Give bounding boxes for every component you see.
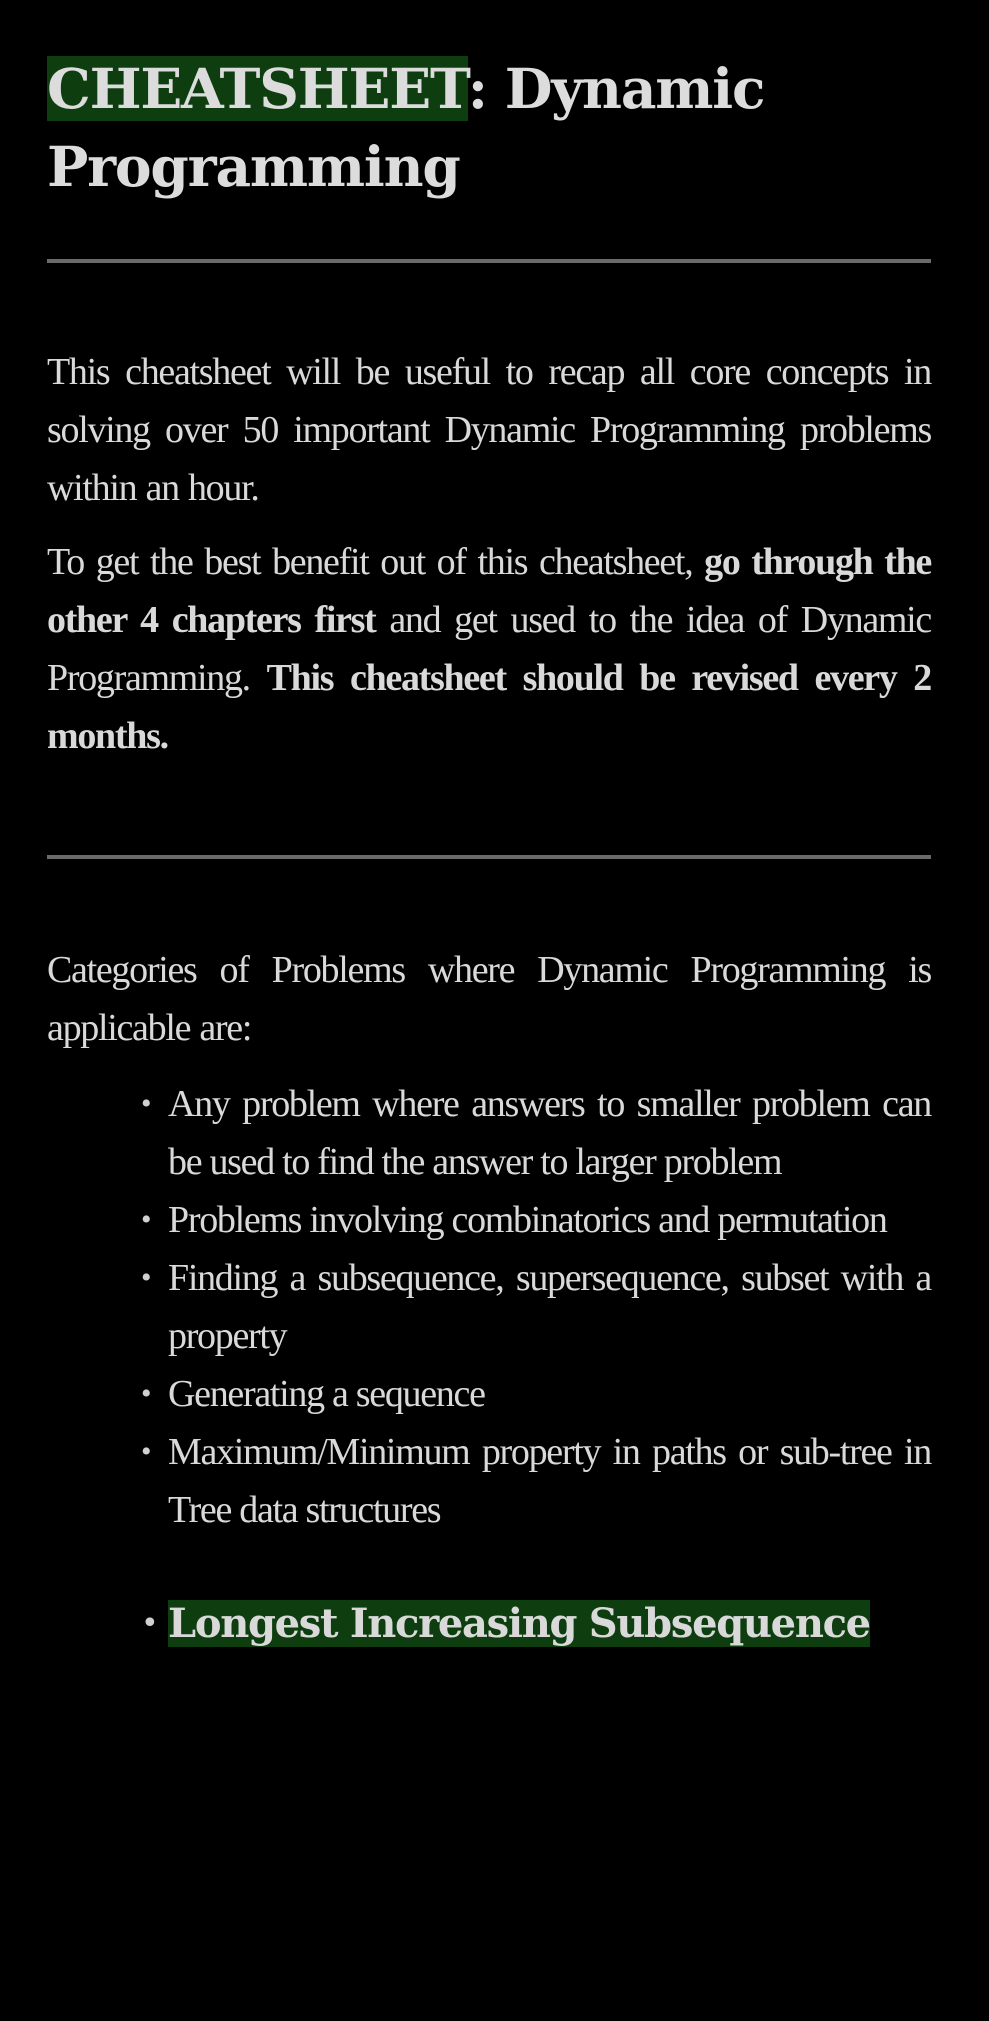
tip-prefix: To get the best benefit out of this cheatsheet, [47,541,705,583]
tip-middle: and get used to the idea of Dynamic Programming. [47,599,931,699]
bullet-icon: • [141,1203,151,1236]
list-item [141,1249,931,1365]
list-item [141,1423,931,1539]
categories-intro: Categories of Problems where Dynamic Programming is applicable are: [47,949,931,1049]
list-item [141,1075,931,1191]
list-item-text: Any problem where answers to smaller problem can be used to find the answer to larger problem [168,1083,931,1183]
list-item-text: Generating a sequence [168,1373,485,1415]
bullet-icon: • [141,1377,151,1410]
bullet-icon: • [141,1606,158,1641]
tip-bold-revise: This cheatsheet should be revised every 2 months. [47,657,932,757]
list-item-text: Finding a subsequence, supersequence, subset with a property [168,1257,931,1357]
title-rest: : Dynamic Programming [47,56,765,199]
bullet-icon: • [141,1261,151,1294]
divider [47,259,931,263]
section-heading-text: Longest Increasing Subsequence [168,1600,870,1647]
list-item [141,1191,931,1249]
intro-paragraph: This cheatsheet will be useful to recap all core concepts in solving over 50 important Dynamic Programming problems within an hour. [47,351,931,509]
tip-paragraph [47,533,931,765]
divider [47,855,931,859]
bullet-icon: • [141,1087,151,1120]
page-title [47,0,931,206]
bullet-icon: • [141,1435,151,1468]
title-highlight: CHEATSHEET [47,56,468,121]
categories-list [47,1075,931,1539]
list-item-text: Problems involving combinatorics and permutation [168,1199,887,1241]
tip-bold-chapters: go through the other 4 chapters first [47,541,931,641]
section-heading-lis [47,1595,931,1653]
list-item-text: Maximum/Minimum property in paths or sub-tree in Tree data structures [168,1431,931,1531]
list-item [141,1365,931,1423]
